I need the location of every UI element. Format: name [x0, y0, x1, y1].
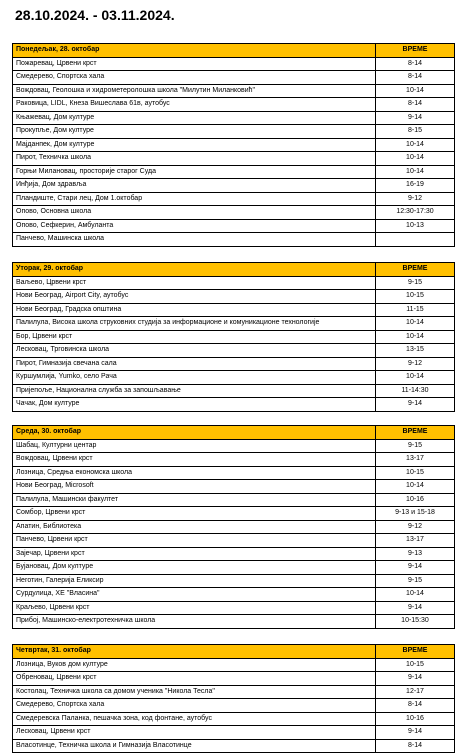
location-cell: Раковица, LIDL, Кнеза Вишеслава 61в, аутобус: [13, 98, 376, 112]
time-cell: 9-12: [376, 357, 455, 371]
time-cell: 10-14: [376, 84, 455, 98]
location-cell: Зајечар, Црвени крст: [13, 547, 376, 561]
time-cell: 10-14: [376, 588, 455, 602]
time-cell: 8-14: [376, 98, 455, 112]
time-cell: 10-14: [376, 371, 455, 385]
time-cell: 10-14: [376, 152, 455, 166]
table-row: [13, 276, 455, 290]
day-table: [12, 262, 455, 412]
location-cell: Пријепоље, Национална служба за запошљавање: [13, 384, 376, 398]
table-row: [13, 507, 455, 521]
location-cell: Нови Београд, Microsoft: [13, 480, 376, 494]
time-cell: 12:30-17:30: [376, 206, 455, 220]
location-cell: Пландиште, Стари лец, Дом 1.октобар: [13, 192, 376, 206]
time-cell: 10-16: [376, 493, 455, 507]
table-row: [13, 398, 455, 412]
table-row: [13, 84, 455, 98]
table-row: [13, 125, 455, 139]
time-cell: 10-15: [376, 290, 455, 304]
time-cell: 12-17: [376, 685, 455, 699]
location-cell: Ваљево, Црвени крст: [13, 276, 376, 290]
time-cell: 10-15:30: [376, 615, 455, 629]
table-row: [13, 192, 455, 206]
location-cell: Сомбор, Црвени крст: [13, 507, 376, 521]
location-cell: Сурдулица, ХЕ "Власина": [13, 588, 376, 602]
day-header-row: [13, 426, 455, 440]
location-cell: Бор, Црвени крст: [13, 330, 376, 344]
location-cell: Смедерево, Спортска хала: [13, 71, 376, 85]
location-cell: Власотинце, Техничка школа и Гимназија Власотинце: [13, 739, 376, 753]
time-cell: 9-14: [376, 398, 455, 412]
time-cell: 9-15: [376, 574, 455, 588]
table-row: [13, 179, 455, 193]
location-cell: Лесковац, Црвени крст: [13, 726, 376, 740]
time-cell: 9-13: [376, 547, 455, 561]
location-cell: Лозница, Средња економска школа: [13, 466, 376, 480]
table-row: [13, 574, 455, 588]
location-cell: Краљево, Црвени крст: [13, 601, 376, 615]
table-row: [13, 615, 455, 629]
table-row: [13, 672, 455, 686]
time-cell: 9-12: [376, 192, 455, 206]
location-cell: Пирот, Техничка школа: [13, 152, 376, 166]
time-cell: 9-15: [376, 276, 455, 290]
location-cell: Обреновац, Црвени крст: [13, 672, 376, 686]
table-row: [13, 726, 455, 740]
table-row: [13, 98, 455, 112]
day-header-row: [13, 44, 455, 58]
table-row: [13, 685, 455, 699]
time-cell: 8-14: [376, 71, 455, 85]
location-cell: Панчево, Машинска школа: [13, 233, 376, 247]
page-title: 28.10.2024. - 03.11.2024.: [15, 7, 175, 23]
location-cell: Инђија, Дом здравља: [13, 179, 376, 193]
table-row: [13, 111, 455, 125]
table-row: [13, 439, 455, 453]
table-row: [13, 588, 455, 602]
table-row: [13, 290, 455, 304]
day-title: Понедељак, 28. октобар: [13, 44, 376, 58]
location-cell: Прокупље, Дом културе: [13, 125, 376, 139]
location-cell: Апатин, Библиотека: [13, 520, 376, 534]
day-table: [12, 43, 455, 247]
table-row: [13, 699, 455, 713]
time-cell: 11-14:30: [376, 384, 455, 398]
time-cell: 8-14: [376, 699, 455, 713]
time-cell: 9-12: [376, 520, 455, 534]
location-cell: Вождовац, Геолошка и хидрометеролошка школа "Милутин Миланковић": [13, 84, 376, 98]
time-cell: 11-15: [376, 303, 455, 317]
table-row: [13, 601, 455, 615]
table-row: [13, 344, 455, 358]
location-cell: Палилула, Машински факултет: [13, 493, 376, 507]
location-cell: Костолац, Техничка школа са домом ученика "Никола Тесла": [13, 685, 376, 699]
time-cell: 10-14: [376, 330, 455, 344]
day-header-row: [13, 645, 455, 659]
table-row: [13, 330, 455, 344]
location-cell: Нови Београд, Градска општина: [13, 303, 376, 317]
table-row: [13, 233, 455, 247]
day-table: [12, 644, 455, 753]
time-cell: 9-14: [376, 111, 455, 125]
day-title: Среда, 30. октобар: [13, 426, 376, 440]
time-cell: [376, 233, 455, 247]
table-row: [13, 453, 455, 467]
location-cell: Смедерево, Спортска хала: [13, 699, 376, 713]
table-row: [13, 303, 455, 317]
day-title: Уторак, 29. октобар: [13, 263, 376, 277]
table-row: [13, 561, 455, 575]
time-cell: 13-15: [376, 344, 455, 358]
time-cell: 10-14: [376, 317, 455, 331]
table-row: [13, 357, 455, 371]
table-row: [13, 480, 455, 494]
location-cell: Горњи Милановац, просторије старог Суда: [13, 165, 376, 179]
location-cell: Књажевац, Дом културе: [13, 111, 376, 125]
day-header-row: [13, 263, 455, 277]
time-cell: 9-13 и 15-18: [376, 507, 455, 521]
location-cell: Чачак, Дом културе: [13, 398, 376, 412]
time-cell: 9-14: [376, 601, 455, 615]
location-cell: Прибој, Машинско-електротехничка школа: [13, 615, 376, 629]
location-cell: Лесковац, Трговинска школа: [13, 344, 376, 358]
table-row: [13, 520, 455, 534]
time-cell: 9-14: [376, 672, 455, 686]
time-cell: 10-14: [376, 480, 455, 494]
day-table: [12, 425, 455, 629]
time-column-header: ВРЕМЕ: [376, 263, 455, 277]
table-row: [13, 165, 455, 179]
time-cell: 10-16: [376, 712, 455, 726]
time-cell: 8-15: [376, 125, 455, 139]
time-cell: 8-14: [376, 739, 455, 753]
time-cell: 16-19: [376, 179, 455, 193]
time-column-header: ВРЕМЕ: [376, 645, 455, 659]
table-row: [13, 384, 455, 398]
time-cell: 13-17: [376, 534, 455, 548]
location-cell: Куршумлија, Yumko, село Рача: [13, 371, 376, 385]
location-cell: Смедеревска Паланка, пешачка зона, код фонтане, аутобус: [13, 712, 376, 726]
location-cell: Пирот, Гимназија свечана сала: [13, 357, 376, 371]
time-column-header: ВРЕМЕ: [376, 44, 455, 58]
location-cell: Палилула, Висока школа струковних студија за информационе и комуникационе технологије: [13, 317, 376, 331]
table-row: [13, 138, 455, 152]
time-column-header: ВРЕМЕ: [376, 426, 455, 440]
table-row: [13, 547, 455, 561]
table-row: [13, 206, 455, 220]
table-row: [13, 152, 455, 166]
table-row: [13, 219, 455, 233]
time-cell: 13-17: [376, 453, 455, 467]
time-cell: 10-15: [376, 658, 455, 672]
location-cell: Лозница, Вуков дом културе: [13, 658, 376, 672]
day-title: Четвртак, 31. октобар: [13, 645, 376, 659]
table-row: [13, 57, 455, 71]
table-row: [13, 466, 455, 480]
table-row: [13, 317, 455, 331]
location-cell: Неготин, Галерија Еликсир: [13, 574, 376, 588]
location-cell: Пожаревац, Црвени крст: [13, 57, 376, 71]
time-cell: 10-14: [376, 165, 455, 179]
location-cell: Опово, Сефкерин, Амбуланта: [13, 219, 376, 233]
table-row: [13, 71, 455, 85]
location-cell: Бујановац, Дом културе: [13, 561, 376, 575]
table-row: [13, 658, 455, 672]
time-cell: 9-15: [376, 439, 455, 453]
table-row: [13, 534, 455, 548]
time-cell: 8-14: [376, 57, 455, 71]
time-cell: 9-14: [376, 561, 455, 575]
location-cell: Вождовац, Црвени крст: [13, 453, 376, 467]
time-cell: 10-15: [376, 466, 455, 480]
location-cell: Опово, Основна школа: [13, 206, 376, 220]
time-cell: 10-13: [376, 219, 455, 233]
table-row: [13, 493, 455, 507]
table-row: [13, 371, 455, 385]
location-cell: Панчево, Црвени крст: [13, 534, 376, 548]
location-cell: Шабац, Културни центар: [13, 439, 376, 453]
time-cell: 9-14: [376, 726, 455, 740]
table-row: [13, 739, 455, 753]
time-cell: 10-14: [376, 138, 455, 152]
location-cell: Нови Београд, Airport City, аутобус: [13, 290, 376, 304]
location-cell: Мајданпек, Дом културе: [13, 138, 376, 152]
table-row: [13, 712, 455, 726]
